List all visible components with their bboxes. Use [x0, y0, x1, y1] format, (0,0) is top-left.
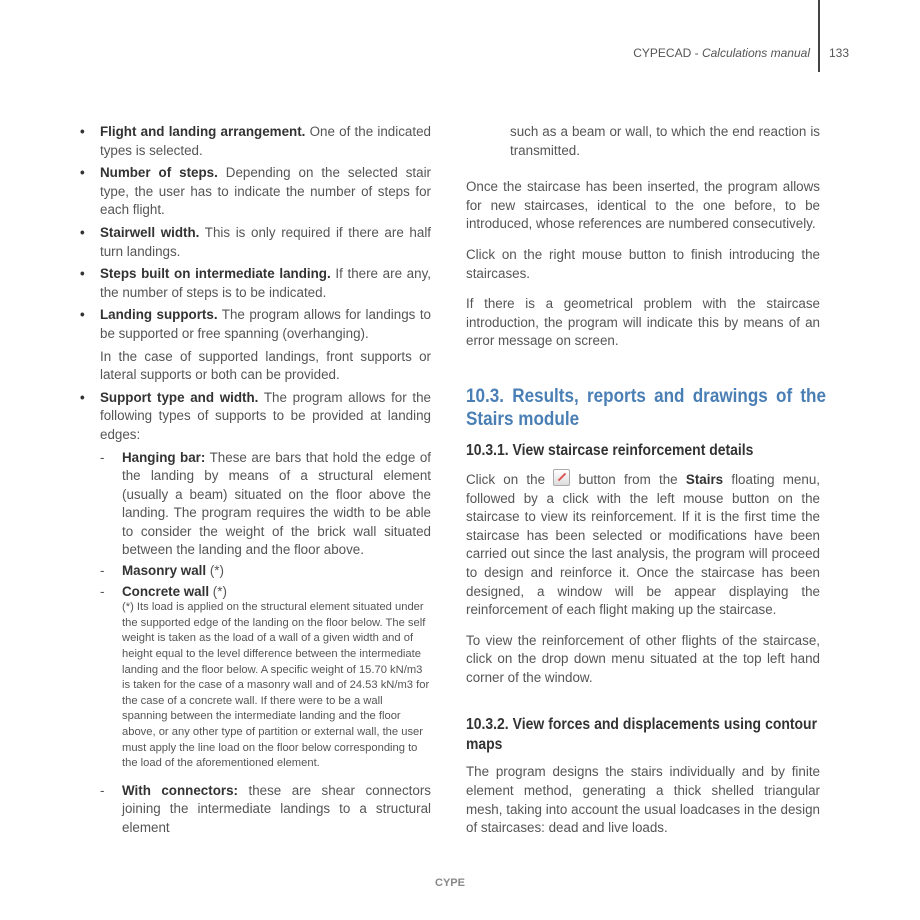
sub-item — [80, 449, 431, 561]
subsection-heading: 10.3.2. View forces and displacements using contour maps — [466, 716, 817, 754]
bullet-icon: • — [80, 307, 85, 323]
paragraph — [466, 469, 820, 620]
right-column — [466, 123, 826, 850]
menu-name: Stairs — [685, 471, 724, 487]
sub-item — [80, 562, 431, 581]
dash-icon: - — [100, 782, 105, 798]
text: button from the — [570, 471, 686, 487]
header-title: CYPECAD - — [633, 46, 702, 60]
sub-text: These are bars that hold the edge of the landing by means of a structural element (usually a beam) situated on the floor above the landing. The program requires the width to be able to consider the weight of the brick wall situated between the landing and the floor above. — [122, 449, 431, 558]
bullet-icon: • — [80, 266, 85, 282]
subsection-heading: 10.3.1. View staircase reinforcement details — [466, 441, 754, 459]
sub-lead: Masonry wall — [122, 563, 207, 579]
footer-brand: CYPE — [435, 877, 465, 889]
item-text: Depending on the selected stair type, the user has to indicate the number of steps for each flight. — [100, 165, 432, 218]
list-item — [80, 306, 431, 343]
bullet-icon: • — [80, 389, 85, 405]
item-lead: Number of steps. — [100, 165, 218, 181]
page-number: 133 — [829, 46, 850, 60]
list-item — [80, 123, 431, 160]
text: Click on the — [466, 471, 554, 487]
dash-icon: - — [100, 563, 105, 579]
continuation-text: such as a beam or wall, to which the end reaction is transmitted. — [510, 124, 820, 158]
item-text: The program allows for landings to be supported or free spanning (overhanging). — [100, 307, 431, 341]
sub-item — [80, 583, 431, 602]
paragraph: To view the reinforcement of other flights of the staircase, click on the drop down menu situated at the top left hand corner of the window. — [466, 632, 820, 685]
item-text: The program allows for the following types of supports to be provided at landing edges: — [100, 389, 431, 442]
item-lead: Steps built on intermediate landing. — [100, 266, 331, 282]
header-divider — [818, 0, 820, 72]
paragraph: Click on the right mouse button to finish introducing the staircases. — [466, 246, 820, 281]
pencil-icon — [553, 469, 570, 486]
landing-note: In the case of supported landings, front supports or lateral supports or both can be provided. — [100, 348, 431, 383]
item-text: This is only required if there are half turn landings. — [100, 224, 432, 259]
running-header — [633, 46, 810, 60]
section-heading: 10.3. Results, reports and drawings of the Stairs module — [466, 385, 826, 430]
paragraph: If there is a geometrical problem with the staircase introduction, the program will indicate this by means of an error message on screen. — [466, 296, 820, 349]
bullet-icon: • — [80, 124, 85, 139]
list-item — [80, 224, 431, 261]
item-lead: Flight and landing arrangement. — [100, 124, 306, 139]
sub-item — [80, 782, 431, 838]
header-subtitle: Calculations manual — [701, 46, 810, 60]
item-lead: Support type and width. — [100, 389, 259, 405]
list-item — [80, 164, 431, 220]
item-lead: Stairwell width. — [100, 224, 200, 240]
bullet-icon: • — [80, 224, 85, 240]
paragraph: The program designs the stairs individually and by finite element method, generating a thick shelled triangular mesh, taking into account the usual loadcases in the design of staircases: dead and live loads. — [466, 764, 820, 836]
bullet-icon: • — [80, 165, 85, 181]
list-item — [80, 389, 431, 445]
dash-icon: - — [100, 583, 105, 599]
sub-lead: With connectors: — [122, 782, 238, 798]
text: floating menu, followed by a click with the left mouse button on the staircase to view its reinforcement. If it is the first time the staircase has been selected or modifications have been carried out since the last analysis, the program will proceed to design and reinforce it. Once the staircase has been designed, a window will be appear displaying the reinforcement of each flight making up the staircase. — [466, 471, 820, 618]
dash-icon: - — [100, 449, 105, 465]
sub-text: (*) — [209, 583, 227, 599]
sub-lead: Hanging bar: — [122, 449, 206, 465]
sub-text: these are shear connectors joining the intermediate landings to a structural element — [122, 782, 431, 835]
footnote: (*) Its load is applied on the structural element situated under the supported edge of the landing on the floor below. The self weight is taken as the load of a wall of a given width and of height equal to the level difference between the intermediate landing and the floor below. A specific weight of 15.70 kN/m3 is taken for the case of a masonry wall and of 24.53 kN/m3 for the case of a concrete wall. If there were to be a wall spanning between the intermediate landing and the floor above, or any other type of partition or external wall, the user must apply the line load on the floor below corresponding to the load of the aforementioned element. — [122, 601, 430, 770]
sub-lead: Concrete wall — [122, 583, 210, 599]
item-text: If there are any, the number of steps is to be indicated. — [100, 266, 431, 300]
left-column — [80, 123, 431, 840]
sub-text: (*) — [206, 563, 224, 579]
paragraph: Once the staircase has been inserted, the program allows for new staircases, identical to the one before, to be introduced, whose references are numbered consecutively. — [466, 179, 820, 232]
list-item — [80, 265, 431, 302]
item-lead: Landing supports. — [100, 307, 218, 323]
item-text: One of the indicated types is selected. — [100, 124, 431, 158]
